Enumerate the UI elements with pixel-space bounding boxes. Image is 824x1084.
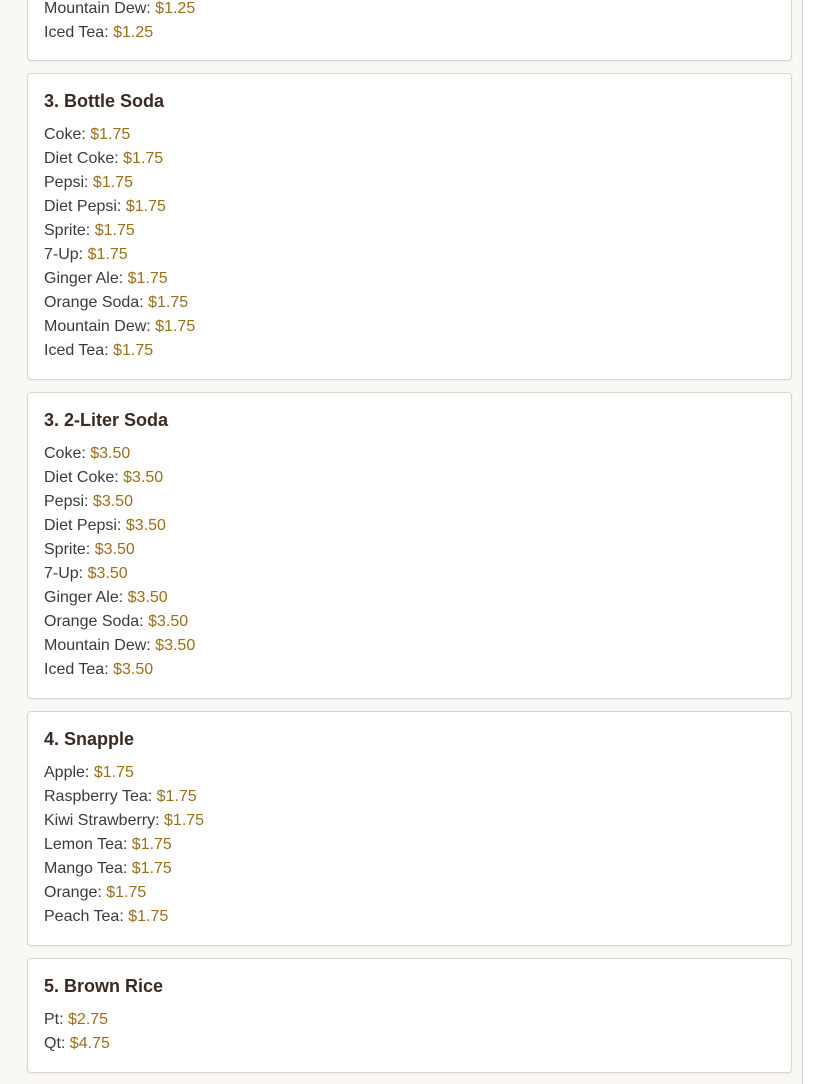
menu-item [44, 857, 204, 881]
menu-item [44, 243, 195, 267]
menu-item-list [44, 123, 195, 363]
menu-item-price: $1.75 [131, 860, 172, 877]
menu-item [44, 538, 195, 562]
menu-item-name: Sprite: [44, 222, 91, 239]
menu-item-price: $1.75 [113, 342, 154, 359]
section-title: 3. Bottle Soda [44, 91, 165, 111]
menu-item-price: $1.75 [106, 884, 147, 901]
menu-item-price: $3.50 [87, 565, 128, 582]
menu-item-price: $3.50 [94, 541, 135, 558]
menu-section-card [27, 73, 792, 380]
menu-item-price: $1.25 [113, 24, 154, 41]
menu-item-price: $1.75 [131, 836, 172, 853]
menu-item-name: Mountain Dew: [44, 637, 151, 654]
menu-item [44, 171, 195, 195]
menu-item [44, 809, 204, 833]
menu-item-name: Apple: [44, 764, 90, 781]
menu-item [44, 466, 195, 490]
menu-item [44, 291, 195, 315]
menu-item-price: $1.75 [164, 812, 205, 829]
menu-item [44, 658, 195, 682]
menu-item [44, 339, 195, 363]
menu-item-name: Diet Coke: [44, 469, 119, 486]
menu-item [44, 0, 195, 21]
menu-item-name: Coke: [44, 445, 86, 462]
menu-section-card [27, 392, 792, 699]
menu-item-name: Iced Tea: [44, 342, 109, 359]
menu-item-name: Qt: [44, 1035, 66, 1052]
menu-item-list [44, 1008, 110, 1056]
menu-item [44, 881, 204, 905]
menu-item-name: Ginger Ale: [44, 270, 124, 287]
menu-item [44, 1008, 110, 1032]
menu-item-list [44, 0, 195, 45]
menu-item-price: $1.75 [155, 318, 196, 335]
menu-item-name: Diet Coke: [44, 150, 119, 167]
menu-item-price: $1.75 [125, 198, 166, 215]
menu-item-price: $2.75 [68, 1011, 109, 1028]
menu-item-price: $1.75 [123, 150, 164, 167]
menu-item-name: 7-Up: [44, 246, 84, 263]
menu-item-price: $1.75 [128, 908, 169, 925]
menu-item [44, 219, 195, 243]
menu-item [44, 833, 204, 857]
menu-item [44, 490, 195, 514]
menu-item-name: Diet Pepsi: [44, 198, 122, 215]
menu-item-price: $1.75 [93, 764, 134, 781]
menu-item-price: $3.50 [123, 469, 164, 486]
menu-item-name: Mango Tea: [44, 860, 128, 877]
menu-item-name: Raspberry Tea: [44, 788, 153, 805]
menu-item-price: $4.75 [69, 1035, 110, 1052]
menu-item [44, 634, 195, 658]
menu-item-price: $3.50 [113, 661, 154, 678]
menu-item-name: Pepsi: [44, 174, 89, 191]
section-title: 5. Brown Rice [44, 976, 164, 996]
menu-item [44, 315, 195, 339]
menu-item-price: $3.50 [155, 637, 196, 654]
section-title: 4. Snapple [44, 729, 135, 749]
menu-item-name: 7-Up: [44, 565, 84, 582]
menu-item [44, 147, 195, 171]
menu-item [44, 1032, 110, 1056]
menu-item-name: Kiwi Strawberry: [44, 812, 160, 829]
menu-item-list [44, 442, 195, 682]
menu-item-price: $3.50 [127, 589, 168, 606]
menu-item-price: $3.50 [92, 493, 133, 510]
menu-item-price: $1.75 [148, 294, 189, 311]
menu-item-price: $1.75 [156, 788, 197, 805]
menu-item [44, 514, 195, 538]
menu-item-price: $3.50 [125, 517, 166, 534]
menu-item-price: $3.50 [90, 445, 131, 462]
menu-item-name: Coke: [44, 126, 86, 143]
menu-item-price: $1.25 [155, 0, 196, 17]
menu-item [44, 785, 204, 809]
menu-item-name: Orange Soda: [44, 613, 144, 630]
menu-item-name: Ginger Ale: [44, 589, 124, 606]
menu-item [44, 267, 195, 291]
menu-item-price: $3.50 [148, 613, 189, 630]
menu-section-card [27, 958, 792, 1073]
menu-item [44, 761, 204, 785]
menu-item-price: $1.75 [92, 174, 133, 191]
scrollbar-track[interactable] [803, 0, 824, 1084]
menu-item-price: $1.75 [94, 222, 135, 239]
menu-section-card [27, 0, 792, 61]
menu-item [44, 21, 195, 45]
menu-item-name: Diet Pepsi: [44, 517, 122, 534]
menu-item-name: Lemon Tea: [44, 836, 128, 853]
menu-item-name: Pt: [44, 1011, 64, 1028]
menu-item [44, 905, 204, 929]
menu-item-price: $1.75 [127, 270, 168, 287]
menu-item [44, 123, 195, 147]
menu-item [44, 586, 195, 610]
menu-item-name: Pepsi: [44, 493, 89, 510]
menu-section-card [27, 711, 792, 946]
menu-item-name: Mountain Dew: [44, 318, 151, 335]
menu-item-list [44, 761, 204, 929]
section-title: 3. 2-Liter Soda [44, 410, 169, 430]
menu-item-name: Iced Tea: [44, 24, 109, 41]
menu-item-name: Orange Soda: [44, 294, 144, 311]
menu-item-name: Sprite: [44, 541, 91, 558]
menu-item-name: Iced Tea: [44, 661, 109, 678]
menu-item [44, 195, 195, 219]
menu-item-price: $1.75 [87, 246, 128, 263]
menu-item-name: Orange: [44, 884, 102, 901]
menu-item [44, 442, 195, 466]
menu-item-name: Mountain Dew: [44, 0, 151, 17]
menu-item-name: Peach Tea: [44, 908, 124, 925]
menu-item-price: $1.75 [90, 126, 131, 143]
menu-item [44, 610, 195, 634]
menu-item [44, 562, 195, 586]
